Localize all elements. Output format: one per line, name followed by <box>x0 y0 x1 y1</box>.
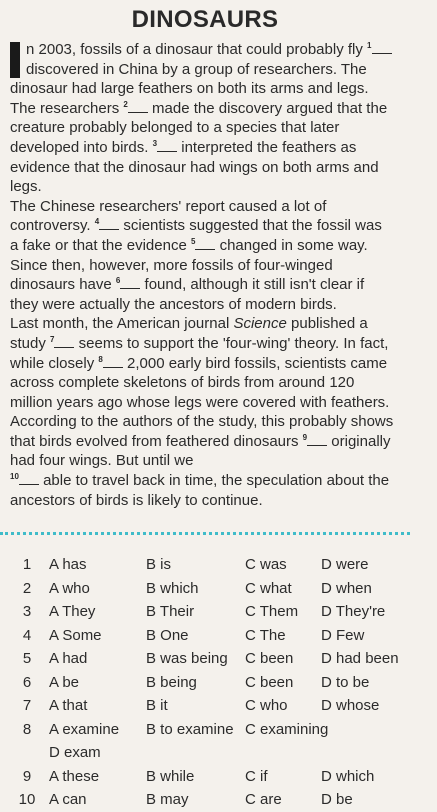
option-c[interactable]: C Them <box>245 603 299 620</box>
option-d[interactable]: D to be <box>321 673 370 691</box>
gap-blank <box>120 277 140 289</box>
gap-blank <box>103 356 123 368</box>
passage-text: published a study <box>10 315 368 352</box>
option-c[interactable]: C was <box>245 556 287 573</box>
gap-blank <box>19 473 39 485</box>
option-row <box>0 553 420 577</box>
option-b[interactable]: B it <box>146 697 168 714</box>
option-row <box>0 600 420 624</box>
option-b[interactable]: B was being <box>146 650 228 667</box>
option-a[interactable]: A had <box>49 650 88 667</box>
passage-text: originally had four wings. But until we <box>10 432 391 470</box>
option-d[interactable]: D They're <box>321 603 386 620</box>
option-row <box>0 765 420 789</box>
paragraph-2 <box>10 197 394 315</box>
option-a[interactable]: A these <box>49 767 100 785</box>
option-a[interactable]: A They <box>49 603 96 620</box>
option-a[interactable]: A has <box>49 556 87 573</box>
gap-blank <box>128 101 148 113</box>
option-c[interactable]: C if <box>245 767 268 785</box>
option-a[interactable]: A that <box>49 697 88 714</box>
option-c[interactable]: C who <box>245 697 288 714</box>
option-c[interactable]: C The <box>245 626 286 644</box>
gap-number: 2 <box>123 99 128 109</box>
option-d[interactable]: D had been <box>321 650 399 667</box>
question-number: 7 <box>22 697 32 714</box>
option-b[interactable]: B Their <box>146 603 195 620</box>
gap-number: 5 <box>190 236 196 246</box>
paragraph-3 <box>10 314 394 510</box>
passage-text: The Chinese researchers' report caused a lot of controversy. <box>10 197 327 235</box>
option-b[interactable]: B may <box>146 791 189 808</box>
gap-number: 6 <box>115 276 121 286</box>
gap-number: 4 <box>94 217 100 227</box>
option-row <box>0 718 420 742</box>
option-row <box>0 694 420 718</box>
passage-text: changed in some way. Since then, however, more fossils of four-winged dinosaurs have <box>10 236 368 294</box>
option-row <box>0 671 420 695</box>
option-a[interactable]: A Some <box>49 626 102 644</box>
option-a[interactable]: A can <box>49 791 87 808</box>
gap-number: 3 <box>152 138 158 148</box>
passage-text: discovered in China by a group of researchers. The dinosaur had large feathers on both its arms and legs. The researchers <box>10 60 369 117</box>
option-c[interactable]: C been <box>245 673 294 691</box>
option-row-continued <box>0 741 420 765</box>
question-number: 5 <box>22 650 32 667</box>
option-d[interactable]: D be <box>321 791 353 808</box>
reading-passage <box>10 40 394 510</box>
passage-text: seems to support the 'four-wing' theory. In fact, while closely <box>10 334 389 372</box>
answer-options <box>0 553 420 812</box>
question-number: 8 <box>22 720 32 738</box>
paragraph-1 <box>10 40 394 197</box>
option-d[interactable]: D were <box>321 556 369 573</box>
question-number: 2 <box>22 579 32 597</box>
option-d[interactable]: D exam <box>49 744 101 761</box>
question-number: 3 <box>22 603 32 620</box>
option-c[interactable]: C been <box>245 650 294 667</box>
gap-blank <box>195 238 215 250</box>
option-a[interactable]: A examine <box>49 720 120 738</box>
option-b[interactable]: B is <box>146 556 172 573</box>
option-b[interactable]: B being <box>146 673 197 691</box>
dotted-divider <box>0 532 410 535</box>
option-c[interactable]: C examining <box>245 720 329 738</box>
passage-text: interpreted the feathers as evidence that the dinosaur had wings on both arms and legs. <box>10 138 379 196</box>
option-row <box>0 647 420 671</box>
option-d[interactable]: D whose <box>321 697 380 714</box>
gap-number: 1 <box>367 41 372 50</box>
passage-text: able to travel back in time, the speculation about the ancestors of birds is likely to continue. <box>10 472 390 509</box>
option-a[interactable]: A be <box>49 673 80 691</box>
page-title: DINOSAURS <box>131 6 279 33</box>
gap-blank <box>99 218 119 230</box>
option-b[interactable]: B which <box>146 579 199 597</box>
option-b[interactable]: B while <box>146 767 195 785</box>
option-b[interactable]: B to examine <box>146 720 234 738</box>
drop-cap-letter-i <box>10 42 20 78</box>
passage-text: Last month, the American journal <box>10 315 234 333</box>
gap-number: 9 <box>302 432 308 442</box>
option-row <box>0 577 420 601</box>
option-row <box>0 624 420 648</box>
option-row <box>0 788 420 812</box>
gap-number: 10 <box>10 472 19 482</box>
option-c[interactable]: C what <box>245 579 292 597</box>
option-d[interactable]: D which <box>321 767 375 785</box>
gap-blank <box>54 336 74 348</box>
option-c[interactable]: C are <box>245 791 282 808</box>
passage-text: made the discovery argued that the creature probably belonged to a species that later developed into birds. <box>10 99 388 156</box>
gap-number: 7 <box>50 334 55 344</box>
question-number: 9 <box>22 767 32 785</box>
option-d[interactable]: D Few <box>321 626 365 644</box>
passage-text: scientists suggested that the fossil was a fake or that the evidence <box>10 217 382 254</box>
gap-blank <box>372 42 392 54</box>
option-a[interactable]: A who <box>49 579 90 597</box>
journal-name: Science <box>233 315 287 333</box>
question-number: 10 <box>18 791 36 808</box>
question-number: 1 <box>22 556 32 573</box>
passage-text: n 2003, fossils of a dinosaur that could probably fly <box>26 41 363 58</box>
gap-blank <box>307 434 327 446</box>
question-number: 4 <box>22 626 32 644</box>
gap-number: 8 <box>98 354 103 364</box>
question-number: 6 <box>22 673 32 691</box>
gap-blank <box>157 140 177 152</box>
passage-text: 2,000 early bird fossils, scientists came across complete skeletons of birds from around 120 million years ago whose legs were covered with feathers. According to the authors of the study, this probably shows that birds evolved from feathered dinosaurs <box>10 354 394 450</box>
option-d[interactable]: D when <box>321 579 372 597</box>
option-b[interactable]: B One <box>146 626 189 644</box>
passage-text: found, although it still isn't clear if they were actually the ancestors of modern birds. <box>10 276 365 313</box>
